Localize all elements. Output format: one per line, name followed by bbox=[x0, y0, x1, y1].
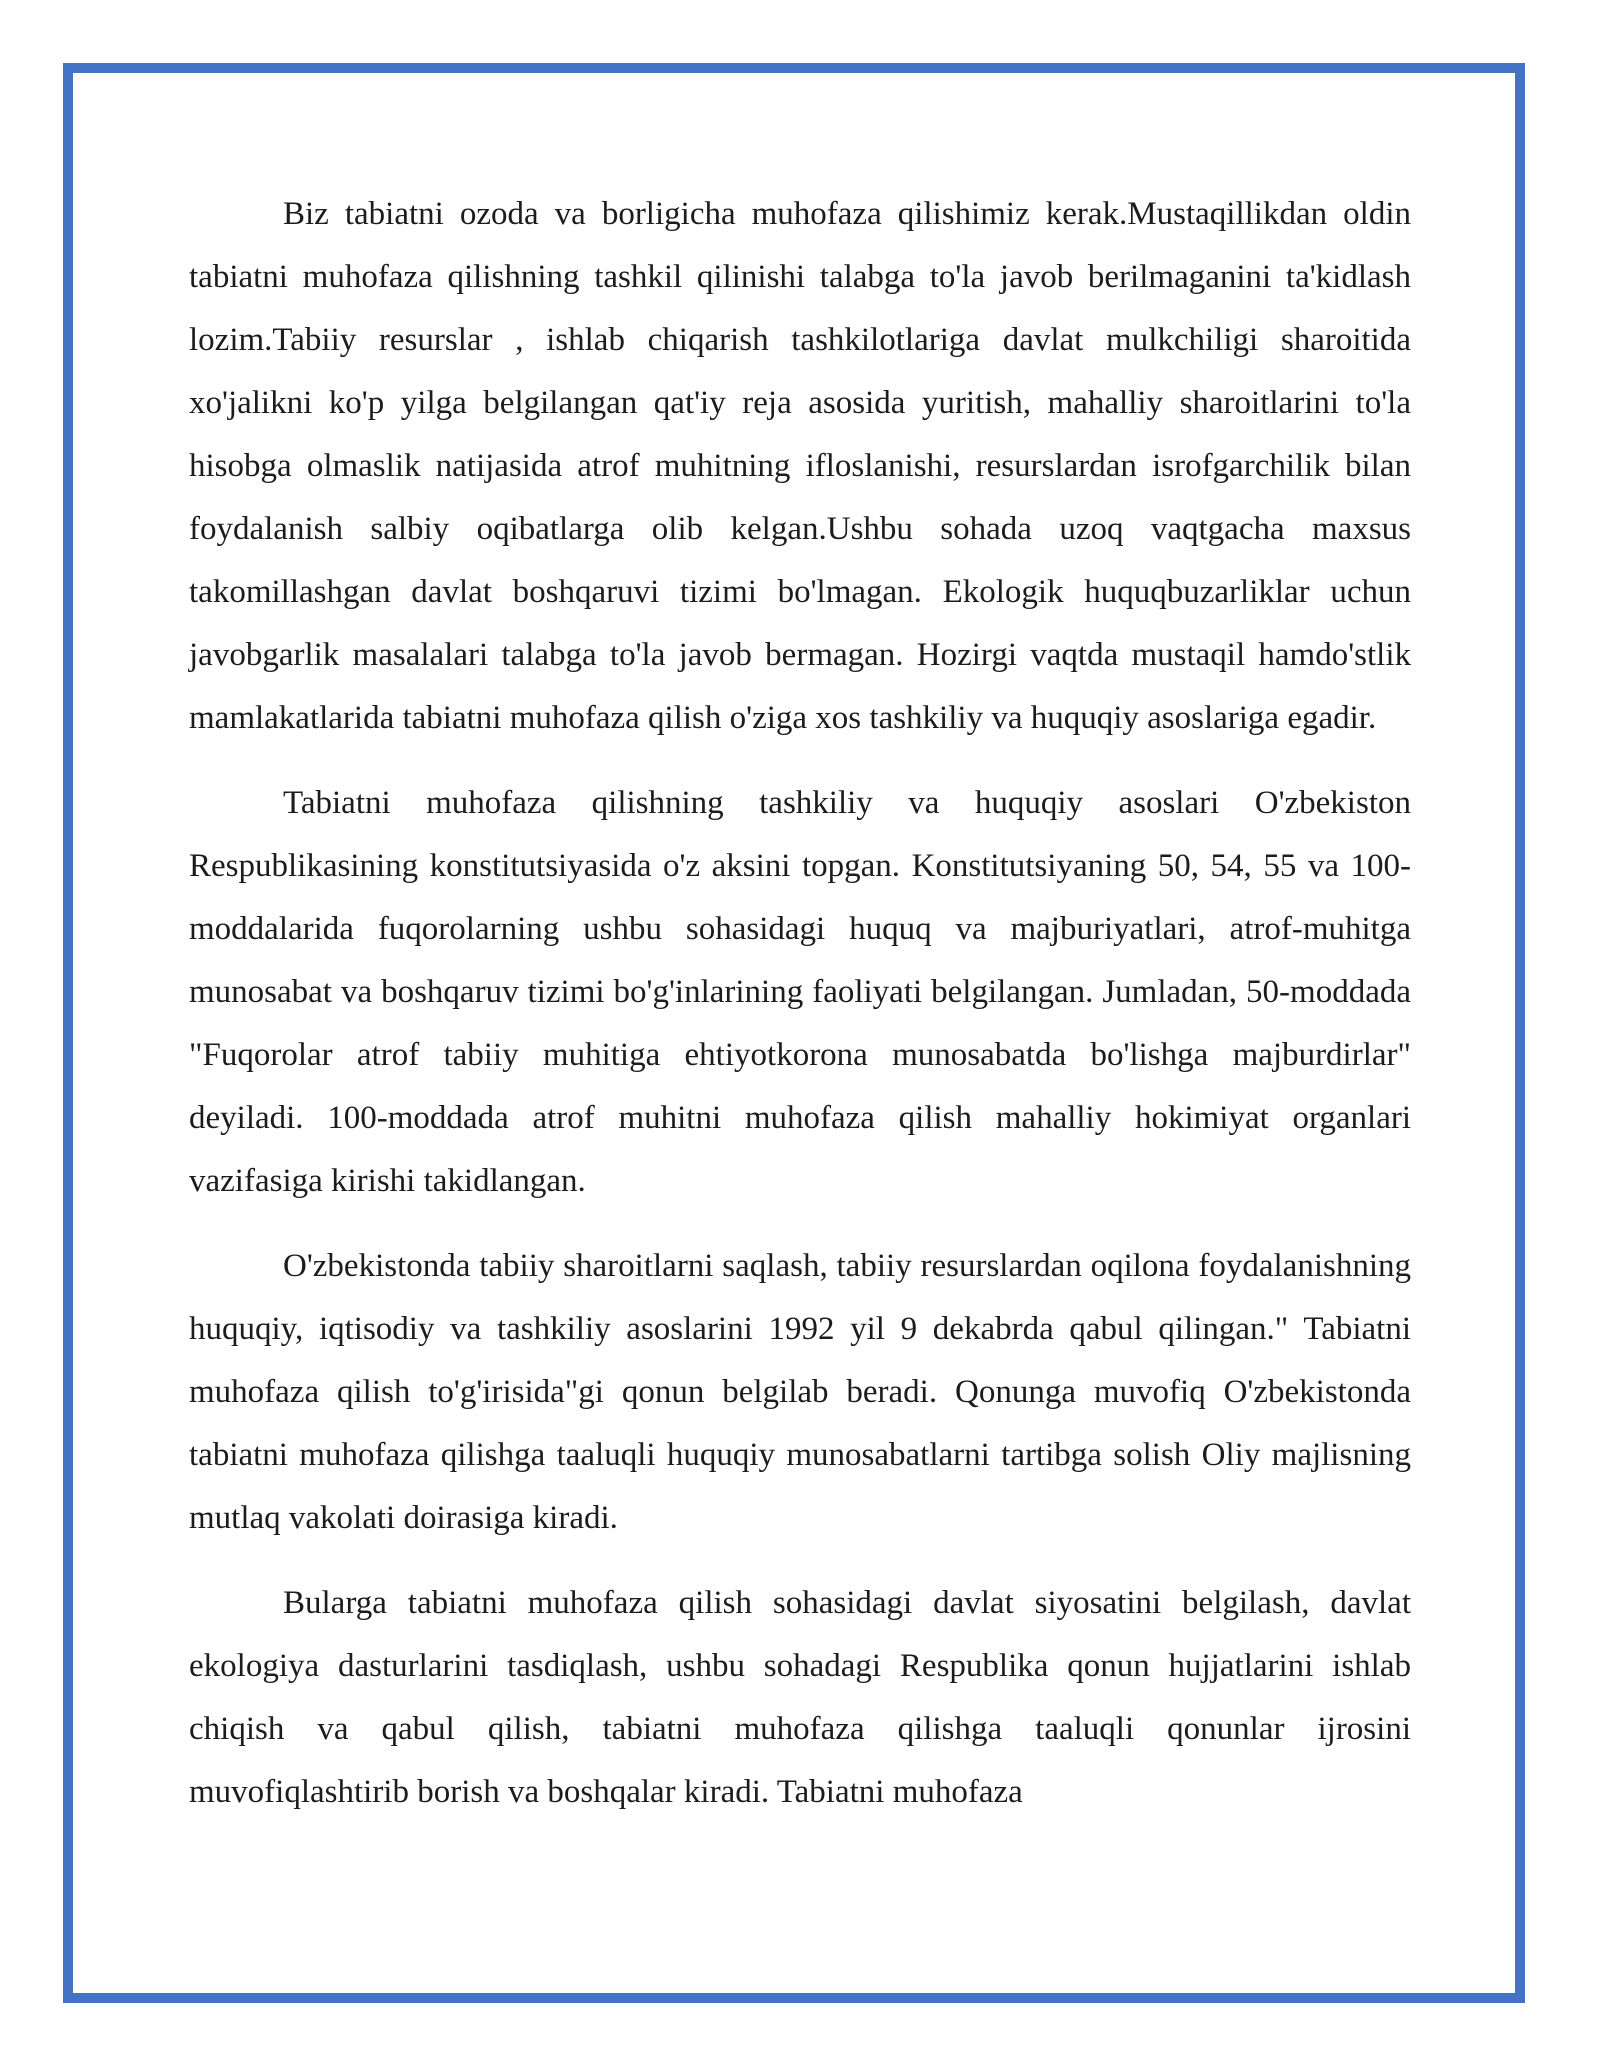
paragraph-2: Tabiatni muhofaza qilishning tashkiliy va huquqiy asoslari O'zbekiston Respublikasining konstitutsiyasida o'z aksini topgan. Konstitutsiyaning 50, 54, 55 va 100- moddalarida fuqorolarning ushbu sohasidagi huquq va majburiyatlari, atrof-muhitga munosabat va boshqaruv tizimi bo'g'inlarining faoliyati belgilangan. Jumladan, 50-moddada "Fuqorolar atrof tabiiy muhitiga ehtiyotkorona munosabatda bo'lishga majburdirlar" deyiladi. 100-moddada atrof muhitni muhofaza qilish mahalliy hokimiyat organlari vazifasiga kirishi takidlangan. bbox=[189, 785, 1411, 1199]
paragraph-1: Biz tabiatni ozoda va borligicha muhofaza qilishimiz kerak.Mustaqillikdan oldin tabiatni muhofaza qilishning tashkil qilinishi talabga to'la javob berilmaganini ta'kidlash lozim.Tabiiy resurslar , ishlab chiqarish tashkilotlariga davlat mulkchiligi sharoitida xo'jalikni ko'p yilga belgilangan qat'iy reja asosida yuritish, mahalliy sharoitlarini to'la hisobga olmaslik natijasida atrof muhitning ifloslanishi, resurslardan isrofgarchilik bilan foydalanish salbiy oqibatlarga olib kelgan.Ushbu sohada uzoq vaqtgacha maxsus takomillashgan davlat boshqaruvi tizimi bo'lmagan. Ekologik huquqbuzarliklar uchun javobgarlik masalalari talabga to'la javob bermagan. Hozirgi vaqtda mustaqil hamdo'stlik mamlakatlarida tabiatni muhofaza qilish o'ziga xos tashkiliy va huquqiy asoslariga egadir. bbox=[189, 196, 1411, 736]
paragraph-4: Bularga tabiatni muhofaza qilish sohasidagi davlat siyosatini belgilash, davlat ekologiya dasturlarini tasdiqlash, ushbu sohadagi Respublika qonun hujjatlarini ishlab chiqish va qabul qilish, tabiatni muhofaza qilishga taaluqli qonunlar ijrosini muvofiqlashtirib borish va boshqalar kiradi. Tabiatni muhofaza bbox=[189, 1585, 1411, 1810]
document-body bbox=[189, 183, 1411, 1846]
paragraph-3: O'zbekistonda tabiiy sharoitlarni saqlash, tabiiy resurslardan oqilona foydalanishning huquqiy, iqtisodiy va tashkiliy asoslarini 1992 yil 9 dekabrda qabul qilingan." Tabiatni muhofaza qilish to'g'irisida"gi qonun belgilab beradi. Qonunga muvofiq O'zbekistonda tabiatni muhofaza qilishga taaluqli huquqiy munosabatlarni tartibga solish Oliy majlisning mutlaq vakolati doirasiga kiradi. bbox=[189, 1248, 1411, 1536]
